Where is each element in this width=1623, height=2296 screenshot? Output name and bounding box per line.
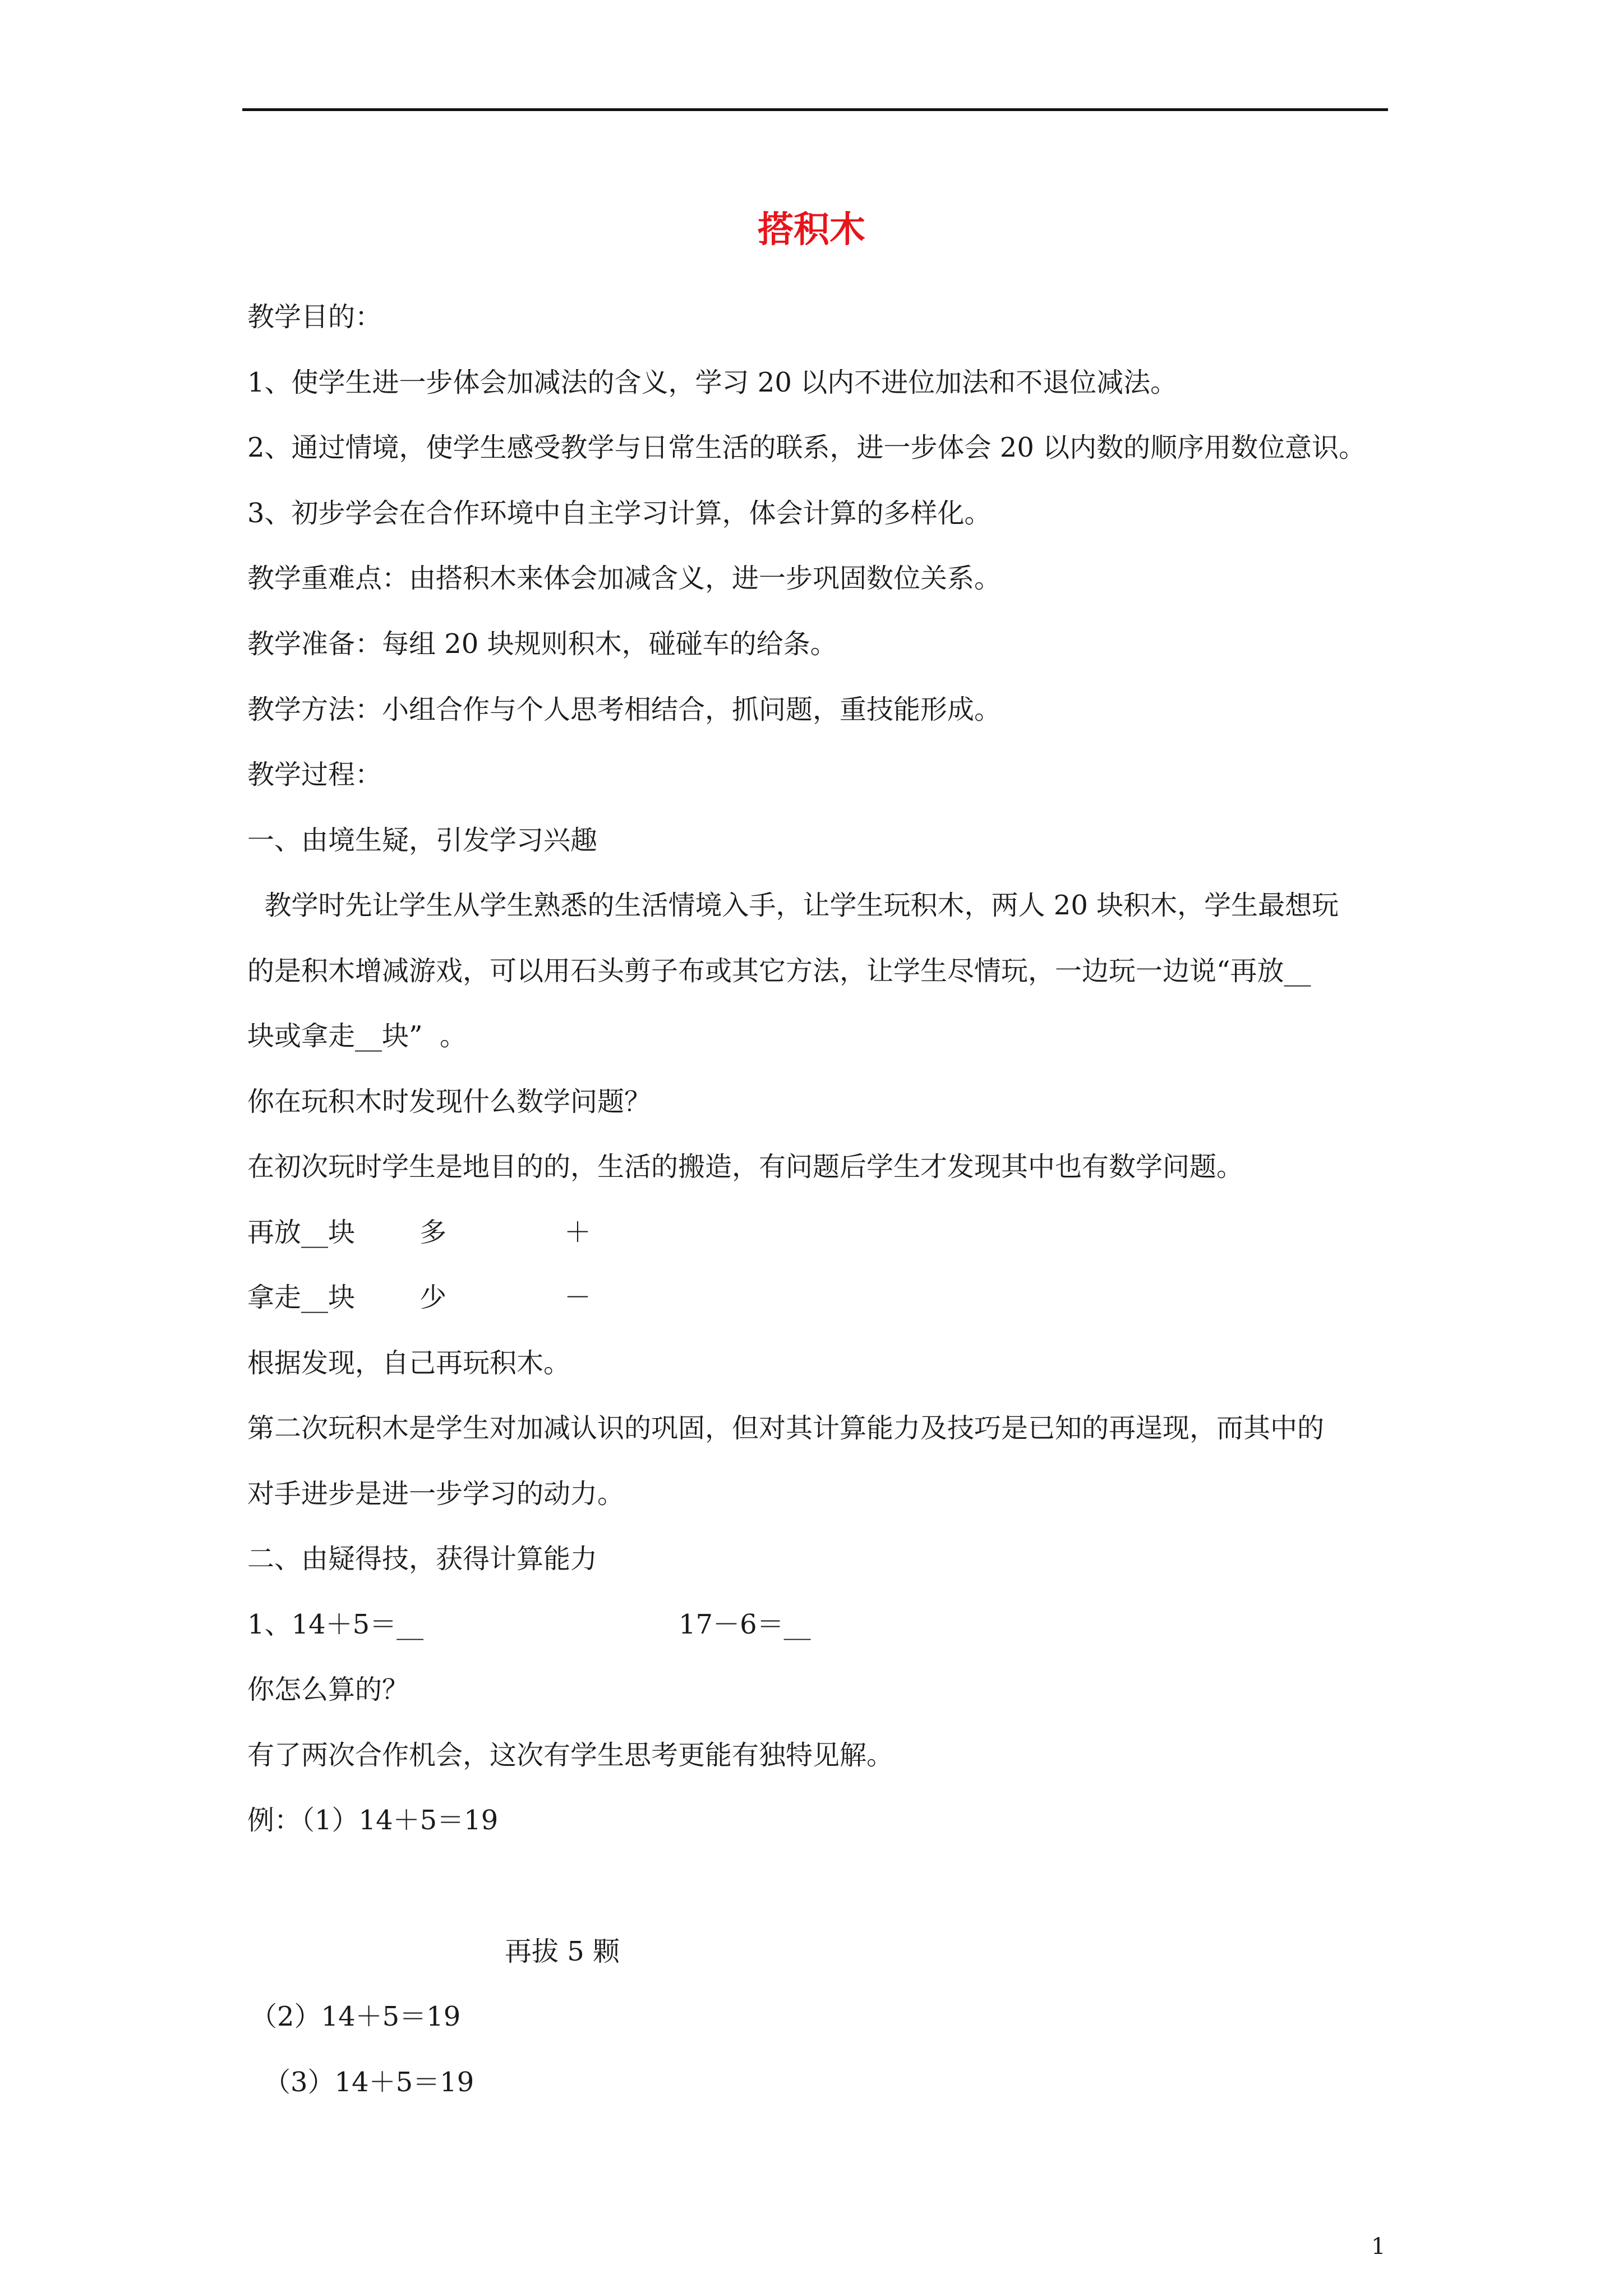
section1-paragraph-line: 块或拿走__块” 。 xyxy=(247,1020,467,1052)
table-action: 再放__块 xyxy=(247,1217,356,1248)
objective-item-2: 2、通过情境，使学生感受教学与日常生活的联系，进一步体会 20 以内数的顺序用数位意识。 xyxy=(247,432,1366,463)
section2-note: 有了两次合作机会，这次有学生思考更能有独特见解。 xyxy=(247,1740,894,1771)
process-heading: 教学过程： xyxy=(247,759,382,790)
section2-heading: 二、由疑得技，获得计算能力 xyxy=(247,1543,598,1575)
method: 教学方法：小组合作与个人思考相结合，抓问题，重技能形成。 xyxy=(247,694,1002,725)
example-1-note: 再拔 5 颗 xyxy=(505,1936,620,1967)
key-points: 教学重难点：由搭积木来体会加减含义，进一步巩固数位关系。 xyxy=(247,563,1002,594)
section1-paragraph-line: 的是积木增减游戏，可以用石头剪子布或其它方法，让学生尽情玩，一边玩一边说“再放__ xyxy=(247,955,1311,987)
table-meaning: 多 xyxy=(419,1217,447,1248)
section1-second-line: 第二次玩积木是学生对加减认识的巩固，但对其计算能力及技巧是已知的再逞现，而其中的 xyxy=(247,1412,1325,1444)
header-rule xyxy=(242,108,1388,111)
preparation: 教学准备：每组 20 块规则积木，碰碰车的给条。 xyxy=(247,628,837,660)
section1-paragraph-line: 教学时先让学生从学生熟悉的生活情境入手，让学生玩积木，两人 20 块积木，学生最想玩 xyxy=(247,890,1339,921)
table-sign: － xyxy=(564,1282,592,1313)
document-title: 搭积木 xyxy=(758,209,865,251)
objectives-heading: 教学目的： xyxy=(247,301,382,333)
section1-followup: 根据发现，自己再玩积木。 xyxy=(247,1347,571,1379)
objective-item-3: 3、初步学会在合作环境中自主学习计算，体会计算的多样化。 xyxy=(247,498,992,529)
problem-subtraction: 17－6＝__ xyxy=(679,1609,811,1640)
example-1: 例：（1）14＋5＝19 xyxy=(247,1805,499,1836)
section2-question: 你怎么算的？ xyxy=(247,1674,409,1705)
section1-heading: 一、由境生疑，引发学习兴趣 xyxy=(247,825,598,856)
problem-addition: 1、14＋5＝__ xyxy=(247,1609,424,1640)
table-meaning: 少 xyxy=(419,1282,447,1313)
table-sign: ＋ xyxy=(564,1217,592,1248)
example-2: （2）14＋5＝19 xyxy=(250,2001,461,2032)
section1-observation: 在初次玩时学生是地目的的，生活的搬造，有问题后学生才发现其中也有数学问题。 xyxy=(247,1151,1244,1182)
section1-second-line: 对手进步是进一步学习的动力。 xyxy=(247,1478,625,1510)
objective-item-1: 1、使学生进一步体会加减法的含义，学习 20 以内不进位加法和不退位减法。 xyxy=(247,367,1178,398)
example-3: （3）14＋5＝19 xyxy=(264,2067,474,2098)
table-action: 拿走__块 xyxy=(247,1282,356,1313)
section1-question: 你在玩积木时发现什么数学问题？ xyxy=(247,1086,652,1117)
page-number: 1 xyxy=(1371,2234,1386,2260)
